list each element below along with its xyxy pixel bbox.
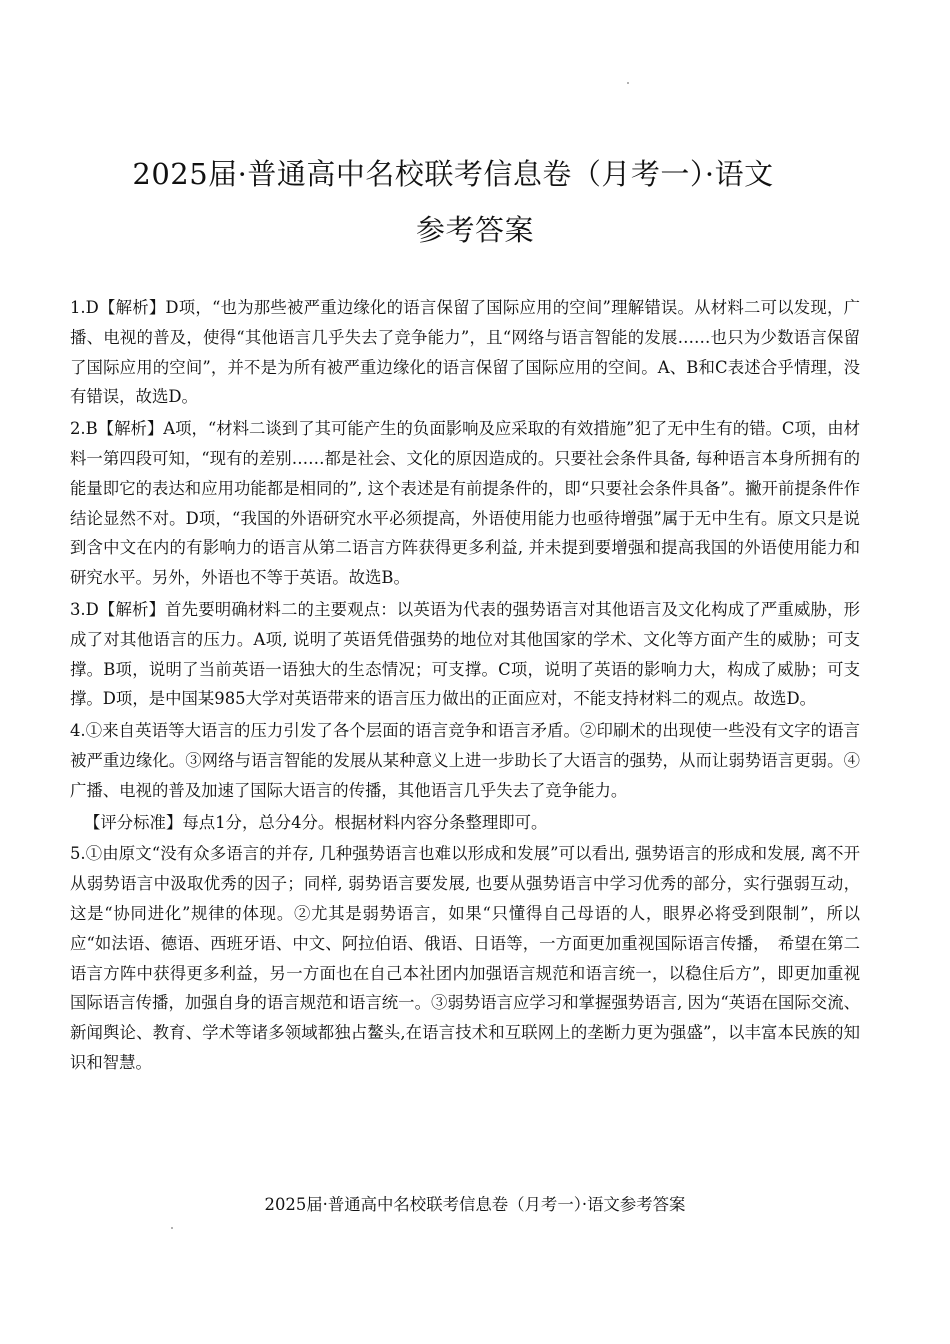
answer-content <box>70 293 860 1078</box>
document-subtitle: 参考答案 <box>415 213 534 247</box>
scan-mark <box>627 82 629 84</box>
answer-4-scoring-standard: 【评分标准】每点1分，总分4分。根据材料内容分条整理即可。 <box>84 812 548 832</box>
answer-2: 2.B【解析】A项，“材料二谈到了其可能产生的负面影响及应采取的有效措施”犯了无中生有的错。C项，由材料一第四段可知，“现有的差别……都是社会、文化的原因造成的。只要社会条件具备, 每种语言本身所拥有的能量即它的表达和应用功能都是相同的”, 这个表述是有前提条件的，即“只要社会条件具备”。撇开前提条件作结论显然不对。D项，“我国的外语研究水平必须提高，外语使用能力也亟待增强”属于无中生有。原文只是说到含中文在内的有影响力的语言从第二语言方阵获得更多利益, 并未提到要增强和提高我国的外语使用能力和研究水平。另外，外语也不等于英语。故选B。 <box>70 419 861 588</box>
answer-5: 5.①由原文“没有众多语言的并存, 几种强势语言也难以形成和发展”可以看出, 强势语言的形成和发展, 离不开从弱势语言中汲取优秀的因子；同样, 弱势语言要发展, 也要从强势语言中学习优秀的部分，实行强弱互动，这是“协同进化”规律的体现。②尤其是弱势语言，如果“只懂得自己母语的人，眼界必将受到限制”，所以应“如法语、德语、西班牙语、中文、阿拉伯语、俄语、日语等，一方面更加重视国际语言传播， 希望在第二语言方阵中获得更多利益，另一方面也在自己本社团内加强语言规范和语言统一，以稳住后方”，即更加重视国际语言传播，加强自身的语言规范和语言统一。③弱势语言应学习和掌握强势语言, 因为“英语在国际交流、新闻舆论、教育、学术等诸多领域都独占鳌头,在语言技术和互联网上的垄断力更为强盛”，以丰富本民族的知识和智慧。 <box>70 844 860 1072</box>
answer-1: 1.D【解析】D项，“也为那些被严重边缘化的语言保留了国际应用的空间”理解错误。从材料二可以发现，广播、电视的普及，使得“其他语言几乎失去了竞争能力”，且“网络与语言智能的发展……也只为少数语言保留了国际应用的空间”，并不是为所有被严重边缘化的语言保留了国际应用的空间。A、B和C表述合乎情理，没有错误，故选D。 <box>70 298 860 407</box>
scan-mark <box>171 1227 173 1229</box>
document-title: 2025届·普通高中名校联考信息卷（月考一）·语文 <box>132 157 774 191</box>
page-footer: 2025届·普通高中名校联考信息卷（月考一）·语文参考答案 <box>264 1195 686 1214</box>
answer-4: 4.①来自英语等大语言的压力引发了各个层面的语言竞争和语言矛盾。②印刷术的出现使一些没有文字的语言被严重边缘化。③网络与语言智能的发展从某种意义上进一步助长了大语言的强势，从而让弱势语言更弱。④广播、电视的普及加速了国际大语言的传播，其他语言几乎失去了竞争能力。 <box>70 721 860 800</box>
answer-3: 3.D【解析】首先要明确材料二的主要观点：以英语为代表的强势语言对其他语言及文化构成了严重威胁，形成了对其他语言的压力。A项, 说明了英语凭借强势的地位对其他国家的学术、文化等方面产生的威胁；可支撑。B项，说明了当前英语一语独大的生态情况；可支撑。C项，说明了英语的影响力大，构成了威胁；可支撑。D项，是中国某985大学对英语带来的语言压力做出的正面应对，不能支持材料二的观点。故选D。 <box>70 599 860 709</box>
